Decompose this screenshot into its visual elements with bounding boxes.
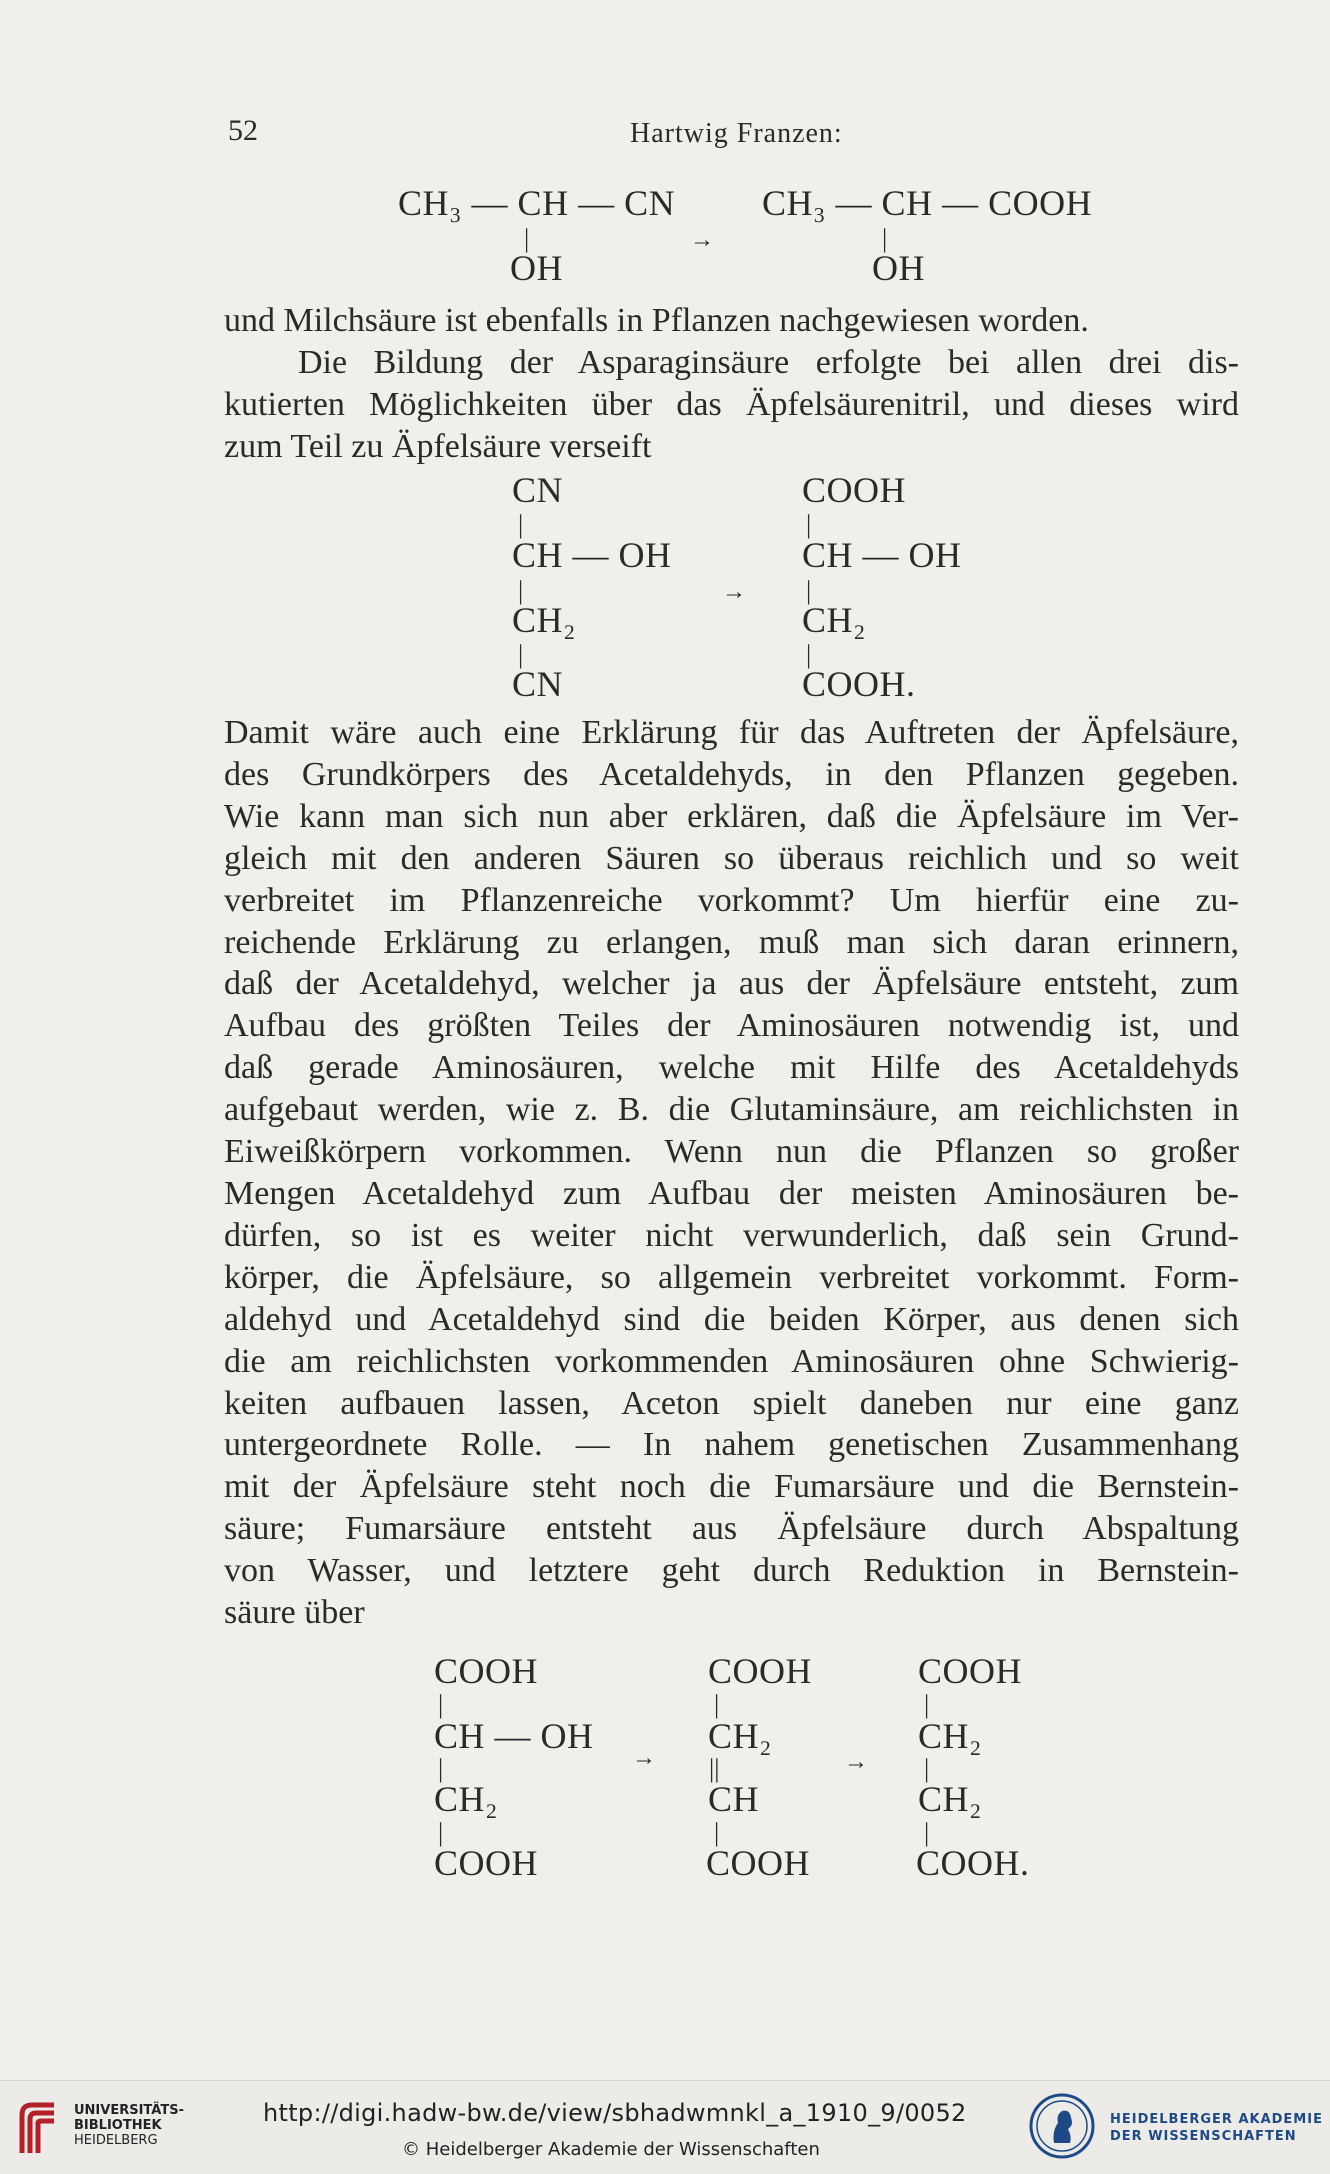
text-line: Die Bildung der Asparaginsäure erfolgte bei allen drei dis- [298, 343, 1239, 381]
academy-line-1: HEIDELBERGER AKADEMIE [1110, 2112, 1323, 2127]
formula3-bond: | [438, 1818, 444, 1847]
text-line: keiten aufbauen lassen, Aceton spielt daneben nur eine ganz [224, 1384, 1239, 1422]
university-library-logo-icon [16, 2099, 60, 2155]
formula2-bond: | [518, 640, 524, 669]
formula2-left-2: CH₂ [512, 600, 577, 640]
formula3-arrow-2: → [844, 1749, 868, 1775]
formula3-bond: | [924, 1754, 930, 1783]
formula1-left-bottom: OH [510, 248, 563, 288]
text-line: dürfen, so ist es weiter nicht verwunderlich, daß sein Grund- [224, 1216, 1239, 1254]
text-line: reichende Erklärung zu erlangen, muß man sich daran erinnern, [224, 923, 1239, 961]
text-line: körper, die Äpfelsäure, so allgemein verbreitet vorkommt. Form- [224, 1258, 1239, 1296]
formula3-col2-3: COOH [706, 1843, 811, 1883]
text-line: die am reichlichsten vorkommenden Aminosäuren ohne Schwierig- [224, 1342, 1239, 1380]
university-library-name [74, 2103, 184, 2148]
formula2-right-2: CH₂ [802, 600, 867, 640]
formula2-bond: | [518, 576, 524, 605]
text-line: aldehyd und Acetaldehyd sind die beiden Körper, aus denen sich [224, 1300, 1239, 1338]
formula1-left-top: CH₃ — CH — CN [398, 183, 676, 223]
source-url-link[interactable]: http://digi.hadw-bw.de/view/sbhadwmnkl_a_1910_9/0052 [263, 2099, 967, 2127]
text-line: Aufbau des größten Teiles der Aminosäuren notwendig ist, und [224, 1007, 1239, 1045]
paragraph-1 [224, 300, 1239, 468]
text-line: verbreitet im Pflanzenreiche vorkommt? Um hierfür eine zu- [224, 881, 1239, 919]
formula3-col3-0: COOH [918, 1651, 1023, 1691]
academy-seal-icon [1028, 2091, 1096, 2161]
formula1-arrow: → [690, 227, 714, 253]
formula3-col3-2: CH₂ [918, 1779, 983, 1819]
formula1-bond-right: | [882, 224, 888, 253]
page-number: 52 [228, 114, 258, 147]
text-line: und Milchsäure ist ebenfalls in Pflanzen nachgewiesen worden. [224, 302, 1089, 339]
formula3-bond: | [924, 1818, 930, 1847]
formula3-bond: | [924, 1690, 930, 1719]
formula2-right-1: CH — OH [802, 535, 962, 575]
text-line: von Wasser, und letztere geht durch Reduktion in Bernstein- [224, 1552, 1239, 1590]
formula3-col2-2: CH [708, 1779, 760, 1819]
formula3-col1-0: COOH [434, 1651, 539, 1691]
formula2-bond: | [806, 640, 812, 669]
formula3-col2-0: COOH [708, 1651, 813, 1691]
text-line: kutierten Möglichkeiten über das Äpfelsäurenitril, und dieses wird [224, 385, 1239, 423]
formula3-col1-1: CH — OH [434, 1716, 594, 1756]
academy-name [1110, 2111, 1323, 2145]
text-line: Mengen Acetaldehyd zum Aufbau der meisten Aminosäuren be- [224, 1174, 1239, 1212]
text-line: Damit wäre auch eine Erklärung für das Auftreten der Äpfelsäure, [224, 714, 1239, 751]
text-line: des Grundkörpers des Acetaldehyds, in den Pflanzen gegeben. [224, 755, 1239, 793]
formula1-right-top: CH₃ — CH — COOH [762, 183, 1093, 223]
formula3-col1-3: COOH [434, 1843, 539, 1883]
text-line: zum Teil zu Äpfelsäure verseift [224, 427, 652, 465]
formula1-bond-left: | [524, 224, 530, 253]
formula3-col2-1: CH₂ [708, 1716, 773, 1756]
text-line: säure über [224, 1594, 365, 1632]
text-line: mit der Äpfelsäure steht noch die Fumarsäure und die Bernstein- [224, 1468, 1239, 1506]
formula2-left-0: CN [512, 470, 564, 510]
formula3-bond: | [438, 1754, 444, 1783]
formula2-bond: | [518, 510, 524, 539]
paragraph-2 [224, 712, 1239, 1634]
copyright-notice: © Heidelberger Akademie der Wissenschaften [402, 2139, 820, 2160]
formula3-bond: | [438, 1690, 444, 1719]
text-line: gleich mit den anderen Säuren so überaus reichlich und so weit [224, 839, 1239, 877]
formula3-double-bond: || [709, 1754, 720, 1783]
text-line: Wie kann man sich nun aber erklären, daß die Äpfelsäure im Ver- [224, 797, 1239, 835]
ub-line-1: UNIVERSITÄTS- [74, 2103, 184, 2118]
formula2-bond: | [806, 510, 812, 539]
text-line: säure; Fumarsäure entsteht aus Äpfelsäure durch Abspaltung [224, 1510, 1239, 1548]
formula3-col3-3: COOH. [916, 1843, 1030, 1883]
academy-line-2: DER WISSENSCHAFTEN [1110, 2129, 1297, 2144]
text-line: untergeordnete Rolle. — In nahem genetischen Zusammenhang [224, 1426, 1239, 1464]
formula3-bond: | [714, 1690, 720, 1719]
formula2-right-3: COOH. [802, 664, 916, 704]
running-title: Hartwig Franzen: [630, 118, 843, 149]
formula3-col1-2: CH₂ [434, 1779, 499, 1819]
formula1-right-bottom: OH [872, 248, 925, 288]
footer-bar [0, 2080, 1330, 2174]
text-line: Eiweißkörpern vorkommen. Wenn nun die Pflanzen so großer [224, 1133, 1239, 1171]
ub-line-3: HEIDELBERG [74, 2133, 158, 2148]
formula3-arrow-1: → [632, 1745, 656, 1771]
formula2-bond: | [806, 576, 812, 605]
formula3-bond: | [714, 1818, 720, 1847]
formula2-left-3: CN [512, 664, 564, 704]
formula3-col3-1: CH₂ [918, 1716, 983, 1756]
text-line: daß gerade Aminosäuren, welche mit Hilfe des Acetaldehyds [224, 1049, 1239, 1087]
text-line: aufgebaut werden, wie z. B. die Glutaminsäure, am reichlichsten in [224, 1091, 1239, 1129]
formula2-right-0: COOH [802, 470, 907, 510]
ub-line-2: BIBLIOTHEK [74, 2118, 162, 2133]
text-line: daß der Acetaldehyd, welcher ja aus der Äpfelsäure entsteht, zum [224, 965, 1239, 1003]
formula2-left-1: CH — OH [512, 535, 672, 575]
formula2-arrow: → [722, 579, 746, 605]
